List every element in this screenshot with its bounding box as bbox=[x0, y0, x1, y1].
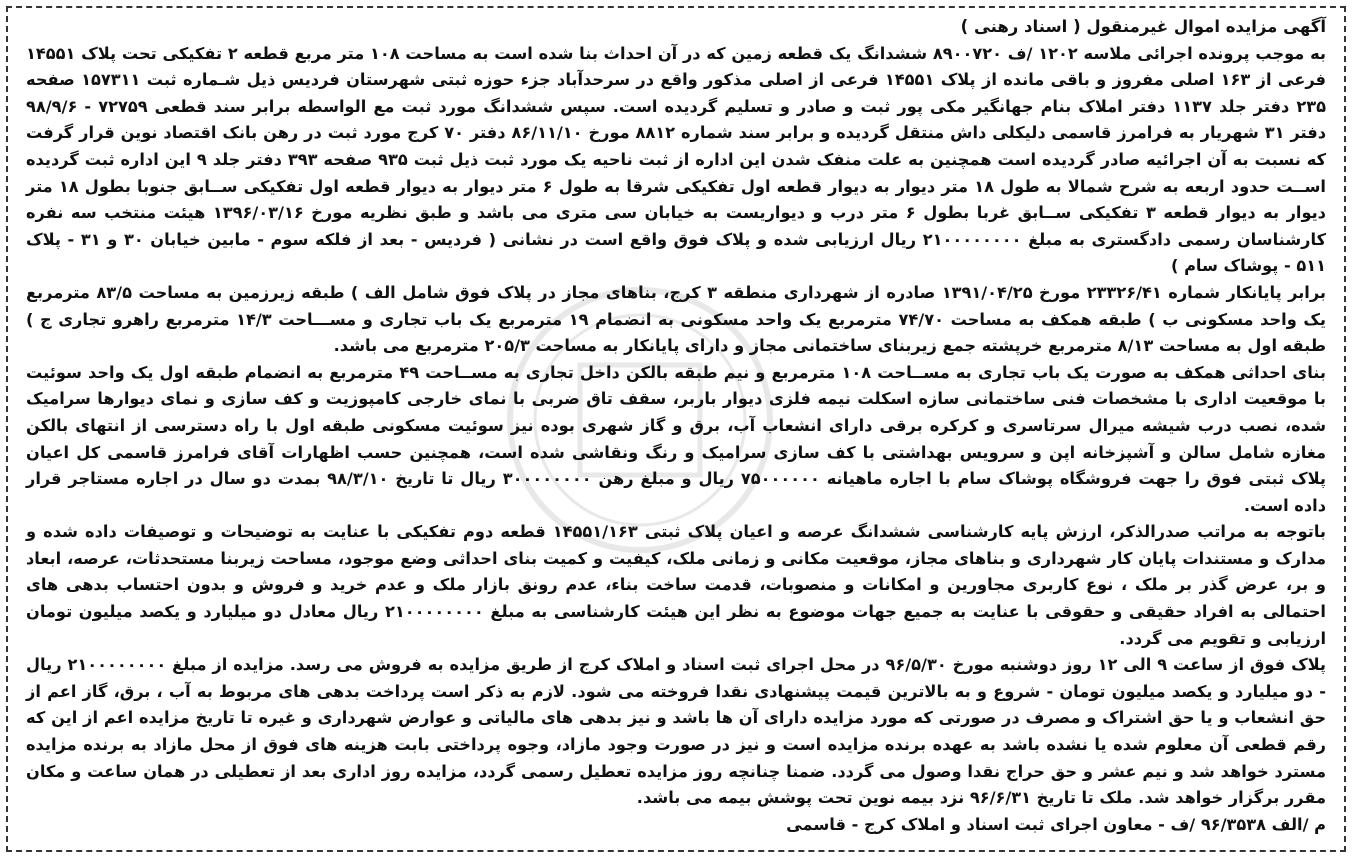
paragraph-valuation: باتوجه به مراتب صدرالذکر، ارزش پایه کارشناسی ششدانگ عرصه و اعیان پلاک ثبتی ۱۴۵۵۱/۱۶۳ قطعه دوم تفکیکی با عنایت به توضیحات و توصیفات داده شده و مدارک و مستندات پایان کار شهرداری و بناهای مجاز، موقعیت مکانی و زمانی ملک، کیفیت و کمیت بنای احداثی وضع موجود، مساحت زیربنا مستحدثات، عرصه، ابعاد و بر، عرض گذر بر ملک ، نوع کاربری مجاورین و امکانات و منصوبات، قدمت ساخت بناء، عدم رونق بازار ملک و عدم خرید و فروش و بدون احتساب بدهی های احتمالی به افراد حقیقی و حقوقی با عنایت به جمیع جهات موضوع به نظر این هیئت کارشناسی به مبلغ ۲۱۰۰۰۰۰۰۰۰ ریال معادل دو میلیارد و یکصد میلیون تومان ارزیابی و تقویم می گردد. bbox=[26, 522, 1326, 648]
paragraph-permit: برابر پایانکار شماره ۲۳۳۲۶/۴۱ مورخ ۱۳۹۱/۰۴/۲۵ صادره از شهرداری منطقه ۳ کرج، بناهای مجاز در پلاک فوق شامل الف ) طبقه زیرزمین به مساحت ۸۳/۵ مترمربع یک واحد مسکونی ب ) طبقه همکف به مساحت ۷۴/۷۰ مترمربع یک واحد مسکونی به انضمام ۱۹ مترمربع یک باب تجاری و مســـاحت ۱۴/۳ مترمربع راهرو تجاری ج ) طبقه اول به مساحت ۸/۱۳ مترمربع خرپشته جمع زیربنای ساختمانی مجاز و دارای پایانکار به مساحت ۲۰۵/۳ مترمربع می باشد. bbox=[26, 282, 1327, 356]
paragraph-auction-terms: پلاک فوق از ساعت ۹ الی ۱۲ روز دوشنبه مورخ ۹۶/۵/۳۰ در محل اجرای ثبت اسناد و املاک کرج از طریق مزایده به فروش می رسد. مزایده از مبلغ ۲۱۰۰۰۰۰۰۰۰ ریال - دو میلیارد و یکصد میلیون تومان - شروع و به بالاترین قیمت پیشنهادی نقدا فروخته می شود. لازم به ذکر است پرداخت بدهی های مربوط به آب ، برق، گاز اعم از حق انشعاب و یا حق اشتراک و مصرف در صورتی که مورد مزایده دارای آن ها باشد و نیز بدهی های مالیاتی و عوارض شهرداری و غیره تا تاریخ مزایده اعم از این که رقم قطعی آن معلوم شده یا نشده باشد به عهده برنده مزایده است و نیز در صورت وجود مازاد، وجوه پرداختی بابت هزینه های فوق از محل مازاد به برنده مزایده مسترد خواهد شد و نیم عشر و حق حراج نقدا وصول می گردد. ضمنا چنانچه روز مزایده تعطیل رسمی گردد، مزایده روز اداری بعد از تعطیلی در همان ساعت و مکان مقرر برگزار خواهد شد. ملک تا تاریخ ۹۶/۶/۳۱ نزد بیمه نوین تحت پوشش بیمه می باشد. bbox=[26, 655, 1327, 808]
paragraph-building: بنای احداثی همکف به صورت یک باب تجاری به مســاحت ۱۰۸ مترمربع و نیم طبقه بالکن داخل تجاری به مســاحت ۴۹ مترمربع به انضمام طبقه اول یک واحد سوئیت با موقعیت اداری با مشخصات فنی ساختمانی سازه اسکلت نیمه فلزی دیوار باربر، سقف تاق ضربی با نمای خارجی کامپوزیت و کف سازی و نمای دیوارها سرامیک شده، نصب درب شیشه میرال سرتاسری و کرکره برقی دارای انشعاب آب، برق و گاز شهری بوده نیز سوئیت مسکونی طبقه اول با راه دسترسی از انتهای بالکن مغازه شامل سالن و آشپزخانه اپن و سرویس بهداشتی با کف سازی سرامیک و رنگ ونقاشی شده است، همچنین حسب اظهارات آقای فرامرز قاسمی کل اعیان پلاک ثبتی فوق را جهت فروشگاه پوشاک سام با اجاره ماهیانه ۷۵۰۰۰۰۰۰ ریال و مبلغ رهن ۳۰۰۰۰۰۰۰۰ ریال تا تاریخ ۹۸/۳/۱۰ بمدت دو سال در اجاره مستاجر قرار داده است. bbox=[26, 362, 1326, 515]
notice-title: آگهی مزایده اموال غیرمنقول ( اسناد رهنی ) bbox=[960, 17, 1326, 36]
paragraph-property-description: به موجب پرونده اجرائی ملاسه ۱۲۰۲ /ف ۸۹۰۰۷۲۰ ششدانگ یک قطعه زمین که در آن احداث بنا شده است به مساحت ۱۰۸ متر مربع قطعه ۲ تفکیکی تحت پلاک ۱۴۵۵۱ فرعی از ۱۶۳ اصلی مفروز و باقی مانده از پلاک ۱۴۵۵۱ فرعی از اصلی مذکور واقع در سرحدآباد جزء حوزه ثبتی شهرستان فردیس ذیل شـماره ثبت ۱۵۷۳۱۱ صفحه ۲۳۵ دفتر جلد ۱۱۳۷ دفتر املاک بنام جهانگیر مکی پور ثبت و صادر و تسلیم گردیده است. سپس ششدانگ مورد ثبت مع الواسطه برابر سند قطعی ۷۲۷۵۹ - ۹۸/۹/۶ دفتر ۳۱ شهریار به فرامرز قاسمی دلیکلی داش منتقل گردیده و برابر سند شماره ۸۸۱۲ مورخ ۸۶/۱۱/۱۰ دفتر ۷۰ کرج مورد ثبت در رهن بانک اقتصاد نوین قرار گرفت که نسبت به آن اجرائیه صادر گردیده است همچنین به علت منفک شدن این اداره از ثبت ناحیه یک مورد ثبت ذیل ثبت ۹۳۵ صفحه ۳۹۳ دفتر جلد ۹ این اداره ثبت گردیده اســت حدود اربعه به شرح شمالا به طول ۱۸ متر دیوار به دیوار قطعه اول تفکیکی شرقا به طول ۶ متر دیوار به دیوار قطعه اول تفکیکی ســابق جنوبا بطول ۱۸ متر دیوار به دیوار قطعه ۳ تفکیکی ســابق غربا بطول ۶ متر درب و دیواریست به خیابان سی متری می باشد و طبق نظریه مورخ ۱۳۹۶/۰۳/۱۶ هیئت منتخب سه نفره کارشناسان رسمی دادگستری به مبلغ ۲۱۰۰۰۰۰۰۰۰ ریال ارزیابی شده و پلاک فوق واقع است در نشانی ( فردیس - بعد از فلکه سوم - مابین خیابان ۳۰ و ۳۱ - پلاک ۵۱۱ - پوشاک سام ) bbox=[26, 43, 1327, 276]
notice-body bbox=[26, 14, 1326, 838]
notice-signature: م /الف ۹۶/۳۵۳۸ /ف - معاون اجرای ثبت اسناد و املاک کرج - قاسمی bbox=[786, 814, 1326, 834]
